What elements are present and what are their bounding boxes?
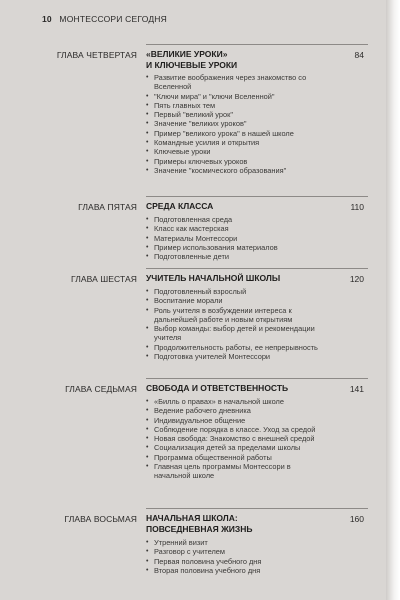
chapter-title-line: СВОБОДА И ОТВЕТСТВЕННОСТЬ — [146, 383, 289, 393]
toc-item: • Ведение рабочего дневника — [146, 406, 324, 415]
toc-item: • Примеры ключевых уроков — [146, 157, 324, 166]
toc-item: • Ключевые уроки — [146, 147, 324, 156]
toc-item: • Воспитание морали — [146, 296, 324, 305]
toc-item: • Командные усилия и открытия — [146, 138, 324, 147]
toc-item: • Утренний визит — [146, 538, 324, 547]
chapter-items — [146, 538, 324, 575]
toc-item: • Пять главных тем — [146, 101, 324, 110]
chapter-title — [146, 513, 336, 535]
toc-item: • Развитие воображения через знакомство со Вселенной — [146, 73, 324, 92]
toc-item: • "Ключи мира" и "ключи Вселенной" — [146, 92, 324, 101]
chapter-label: ГЛАВА ШЕСТАЯ — [70, 274, 137, 284]
chapter-items — [146, 215, 324, 261]
toc-item: • Подготовка учителей Монтессори — [146, 352, 324, 361]
chapter-title — [146, 201, 336, 212]
toc-item: • Первый "великий урок" — [146, 110, 324, 119]
toc-item: • Пример "великого урока" в нашей школе — [146, 129, 324, 138]
toc-item: • Индивидуальное общение — [146, 416, 324, 425]
toc-item: • Программа общественной работы — [146, 453, 324, 462]
chapter-title — [146, 273, 336, 284]
chapter-items — [146, 73, 324, 175]
toc-item: • Подготовленный взрослый — [146, 287, 324, 296]
chapter-items — [146, 287, 324, 361]
toc-item: • Подготовленные дети — [146, 252, 324, 261]
chapter-label: ГЛАВА ВОСЬМАЯ — [64, 514, 137, 524]
chapter-page-number: 141 — [349, 384, 364, 394]
chapter-rule — [146, 508, 368, 509]
toc-item: • Первая половина учебного дня — [146, 557, 324, 566]
chapter-title-line: ПОВСЕДНЕВНАЯ ЖИЗНЬ — [146, 524, 253, 534]
chapter-rule — [146, 196, 368, 197]
chapter-rule — [146, 268, 368, 269]
toc-item: • Значение "великих уроков" — [146, 119, 324, 128]
chapter-title-line: СРЕДА КЛАССА — [146, 201, 214, 211]
toc-item: • Выбор команды: выбор детей и рекомендации учителя — [146, 324, 324, 343]
toc-item: • Продолжительность работы, ее непрерывность — [146, 343, 324, 352]
toc-item: • Соблюдение порядка в классе. Уход за средой — [146, 425, 324, 434]
chapter-page-number: 84 — [354, 50, 364, 60]
page-number: 10 — [42, 14, 52, 24]
running-title: МОНТЕССОРИ СЕГОДНЯ — [59, 14, 167, 24]
toc-item: • Значение "космического образования" — [146, 166, 324, 175]
chapter-page-number: 160 — [349, 514, 364, 524]
toc-item: • Подготовленная среда — [146, 215, 324, 224]
toc-item: • Вторая половина учебного дня — [146, 566, 324, 575]
chapter-items — [146, 397, 324, 481]
chapter-title-line: И КЛЮЧЕВЫЕ УРОКИ — [146, 60, 238, 70]
chapter-rule — [146, 378, 368, 379]
toc-item: • Материалы Монтессори — [146, 234, 324, 243]
chapter-title-line: НАЧАЛЬНАЯ ШКОЛА: — [146, 513, 238, 523]
toc-item: • Разговор с учителем — [146, 547, 324, 556]
chapter-page-number: 110 — [350, 202, 364, 212]
toc-item: • Пример использования материалов — [146, 243, 324, 252]
chapter-label: ГЛАВА СЕДЬМАЯ — [65, 384, 137, 394]
chapter-title — [146, 383, 336, 394]
running-head — [42, 14, 167, 24]
chapter-label: ГЛАВА ЧЕТВЕРТАЯ — [56, 50, 137, 60]
chapter-page-number: 120 — [349, 274, 364, 284]
chapter-title-line: УЧИТЕЛЬ НАЧАЛЬНОЙ ШКОЛЫ — [146, 273, 281, 283]
chapter-rule — [146, 44, 368, 45]
toc-item: • «Билль о правах» в начальной школе — [146, 397, 324, 406]
toc-item: • Социализация детей за пределами школы — [146, 443, 324, 452]
toc-item: • Главная цель программы Монтессори в начальной школе — [146, 462, 324, 481]
chapter-label: ГЛАВА ПЯТАЯ — [78, 202, 137, 212]
chapter-title — [146, 49, 336, 71]
toc-item: • Класс как мастерская — [146, 224, 324, 233]
toc-item: • Новая свобода: Знакомство с внешней средой — [146, 434, 324, 443]
toc-item: • Роль учителя в возбуждении интереса к дальнейшей работе и новым открытиям — [146, 306, 324, 325]
page-edge — [386, 0, 400, 600]
chapter-title-line: «ВЕЛИКИЕ УРОКИ» — [146, 49, 228, 59]
